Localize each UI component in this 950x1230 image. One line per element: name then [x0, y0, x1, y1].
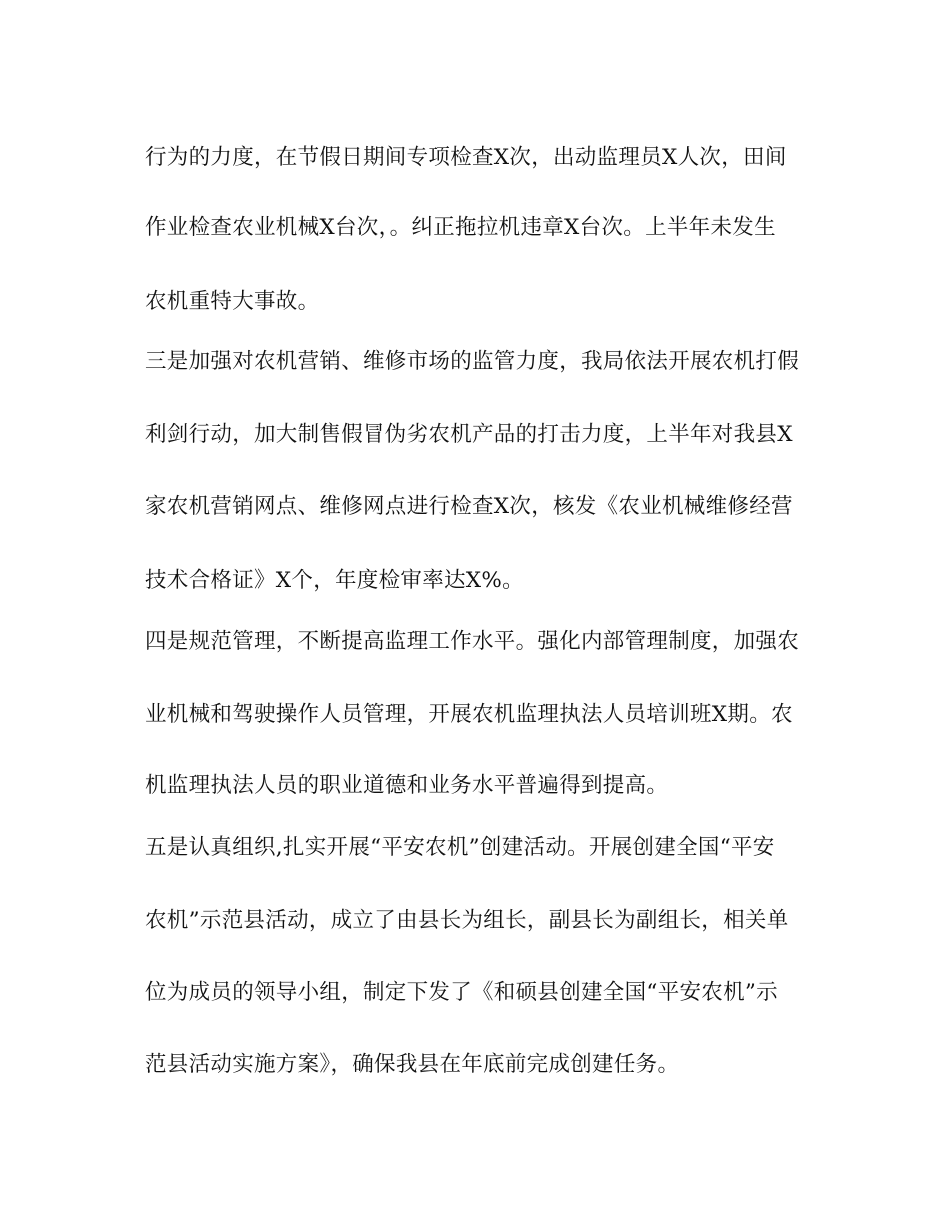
text-line: 业机械和驾驶操作人员管理，开展农机监理执法人员培训班X期。农: [145, 702, 793, 727]
text-line: 三是加强对农机营销、维修市场的监管力度，我局依法开展农机打假: [145, 349, 800, 374]
text-line: 范县活动实施方案》，确保我县在年底前完成创建任务。: [145, 1052, 680, 1077]
text-line: 农机”示范县活动，成立了由县长为组长，副县长为副组长，相关单: [145, 908, 789, 933]
text-line: 作业检查农业机械X台次，。纠正拖拉机违章X台次。上半年未发生: [145, 215, 776, 240]
text-line: 四是规范管理，不断提高监理工作水平。强化内部管理制度，加强农: [145, 629, 800, 654]
text-line: 农机重特大事故。: [145, 289, 320, 314]
text-line: 行为的力度，在节假日期间专项检查X次，出动监理员X人次，田间: [145, 145, 787, 170]
text-line: 五是认真组织,扎实开展“平安农机”创建活动。开展创建全国“平安: [145, 835, 775, 860]
text-line: 机监理执法人员的职业道德和业务水平普遍得到提高。: [145, 773, 669, 798]
text-line: 位为成员的领导小组，制定下发了《和硕县创建全国“平安农机”示: [145, 980, 778, 1005]
text-line: 技术合格证》X个，年度检审率达X%。: [145, 568, 524, 593]
text-line: 利剑行动，加大制售假冒伪劣农机产品的打击力度，上半年对我县X: [145, 422, 793, 447]
text-line: 家农机营销网点、维修网点进行检查X次，核发《农业机械维修经营: [145, 494, 793, 519]
